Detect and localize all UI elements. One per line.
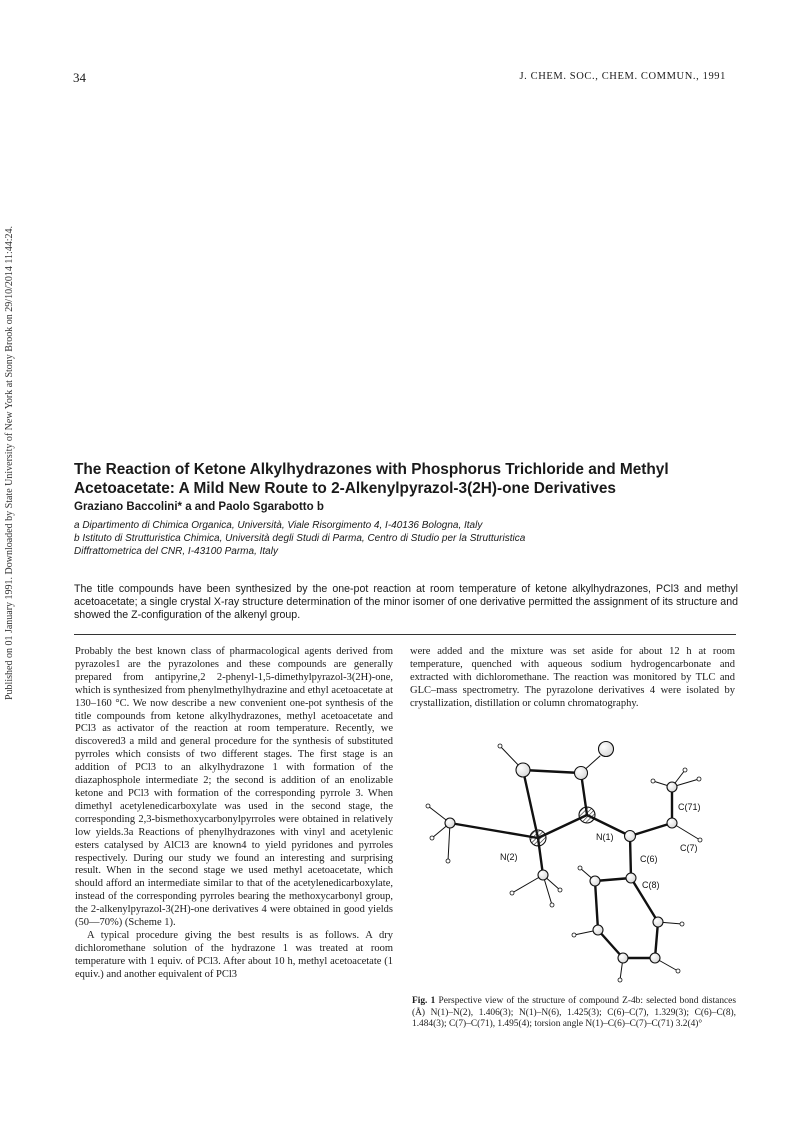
atom-label-c8: C(8)	[642, 880, 660, 890]
atom-label-c6: C(6)	[640, 854, 658, 864]
atoms	[445, 742, 677, 964]
affiliation-b: b Istituto di Strutturistica Chimica, Università degli Studi di Parma, Centro di Studio per la Strutturistica	[74, 533, 526, 544]
article-abstract: The title compounds have been synthesized by the one-pot reaction at room temperature of ketone alkylhydrazones, PCl3 and methyl acetoacetate; a single crystal X-ray structure determination of the minor isomer of one derivative permitted the assignment of its structure and showed the Z-configuration of the alkenyl group.	[74, 583, 738, 622]
body-paragraph-1: Probably the best known class of pharmacological agents derived from pyrazoles1 are the pyrazolones and these compounds are generally prepared from antipyrine,2 2-phenyl-1,5-dimethylpyrazol-3(2H)-one, which is synthesized from phenylmethylhydrazine and ethyl acetoacetate at 130–160 °C. We now describe a new convenient one-pot synthesis of the title compounds from ketone alkylhydrazones, methyl acetoacetate and PCl3 as activator of the reaction at room temperature. Recently, we discovered3 a mild and general procedure for the synthesis of substituted pyrroles which consists of two different stages. The first stage is an addition of PCl3 to an alkylhydrazone 1 with formation of the diazaphosphole intermediate 2; the second is addition of an enolizable ketone and PCl3 with formation of the corresponding pyrrole 3. When dimethyl acetylenedicarboxylate was used in the second stage, the corresponding 2,3-bismethoxycarbonylpyrroles were obtained in relatively low yields.3a Reactions of phenylhydrazones with vinyl and acetylenic esters catalysed by AlCl3 are known4 to yield pyridones and pyrroles respectively. During our study we found an interesting and surprising result. When in the second stage we used methyl acetoacetate, which should afford an intermediate similar to that of the acetylenedicarboxylate, instead of the corresponding pyrroles bearing the methoxycarbonyl group, the 2-alkenylpyrazol-3(2H)-one derivatives 4 were obtained in good yields (50—70%) (Scheme 1).	[75, 646, 393, 929]
hydrogen-bonds	[428, 746, 700, 980]
article-title: The Reaction of Ketone Alkylhydrazones with Phosphorus Trichloride and Methyl Acetoacetate: A Mild New Route to 2-Alkenylpyrazol-3(2H)-one Derivatives	[74, 461, 669, 497]
affiliation-a: a Dipartimento di Chimica Organica, Università, Viale Risorgimento 4, I-40136 Bologna, Italy	[74, 520, 483, 531]
download-watermark: Published on 01 January 1991. Downloaded by State University of New York at Stony Brook on 29/10/2014 11:44:24.	[4, 225, 15, 700]
article-authors: Graziano Baccolini* a and Paolo Sgarabotto b	[74, 501, 324, 513]
hydrogen-atoms	[426, 744, 702, 982]
atom-label-n2: N(2)	[500, 852, 518, 862]
atom-label-c71: C(71)	[678, 802, 701, 812]
molecule-drawing	[410, 718, 735, 993]
body-left-column	[75, 646, 393, 982]
atom-label-n1: N(1)	[596, 832, 614, 842]
body-right-column: were added and the mixture was set aside for about 12 h at room temperature, quenched with aqueous sodium hydrogencarbonate and extracted with dichloromethane. The reaction was monitored by TLC and GLC–mass spectrometry. The pyrazolone derivatives 4 were isolated by crystallization, distillation or column chromatography.	[410, 646, 735, 709]
figure-caption-label: Fig. 1	[412, 996, 436, 1006]
journal-header: J. CHEM. SOC., CHEM. COMMUN., 1991	[519, 71, 726, 82]
atom-label-c7: C(7)	[680, 843, 698, 853]
abstract-divider	[74, 634, 736, 635]
figure-caption	[412, 996, 736, 1031]
affiliation-b-continued: Diffrattometrica del CNR, I-43100 Parma, Italy	[74, 546, 278, 557]
page-number: 34	[73, 70, 86, 85]
figure-caption-text: Perspective view of the structure of compound Z-4b: selected bond distances (Å) N(1)–N(2), 1.406(3); N(1)–N(6), 1.425(3); C(6)–C(7), 1.329(3); C(6)–C(8), 1.484(3); C(7)–C(71), 1.495(4); torsion angle N(1)–C(6)–C(7)–C(71) 3.2(4)°	[412, 996, 736, 1030]
bonds	[450, 770, 672, 958]
body-paragraph-2: A typical procedure giving the best results is as follows. A dry dichloromethane solution of the hydrazone 1 was treated at room temperature with 1 equiv. of PCl3. After about 10 h, methyl acetoacetate (1 equiv.) and another equivalent of PCl3	[75, 929, 393, 980]
crystal-structure-figure	[410, 718, 735, 993]
